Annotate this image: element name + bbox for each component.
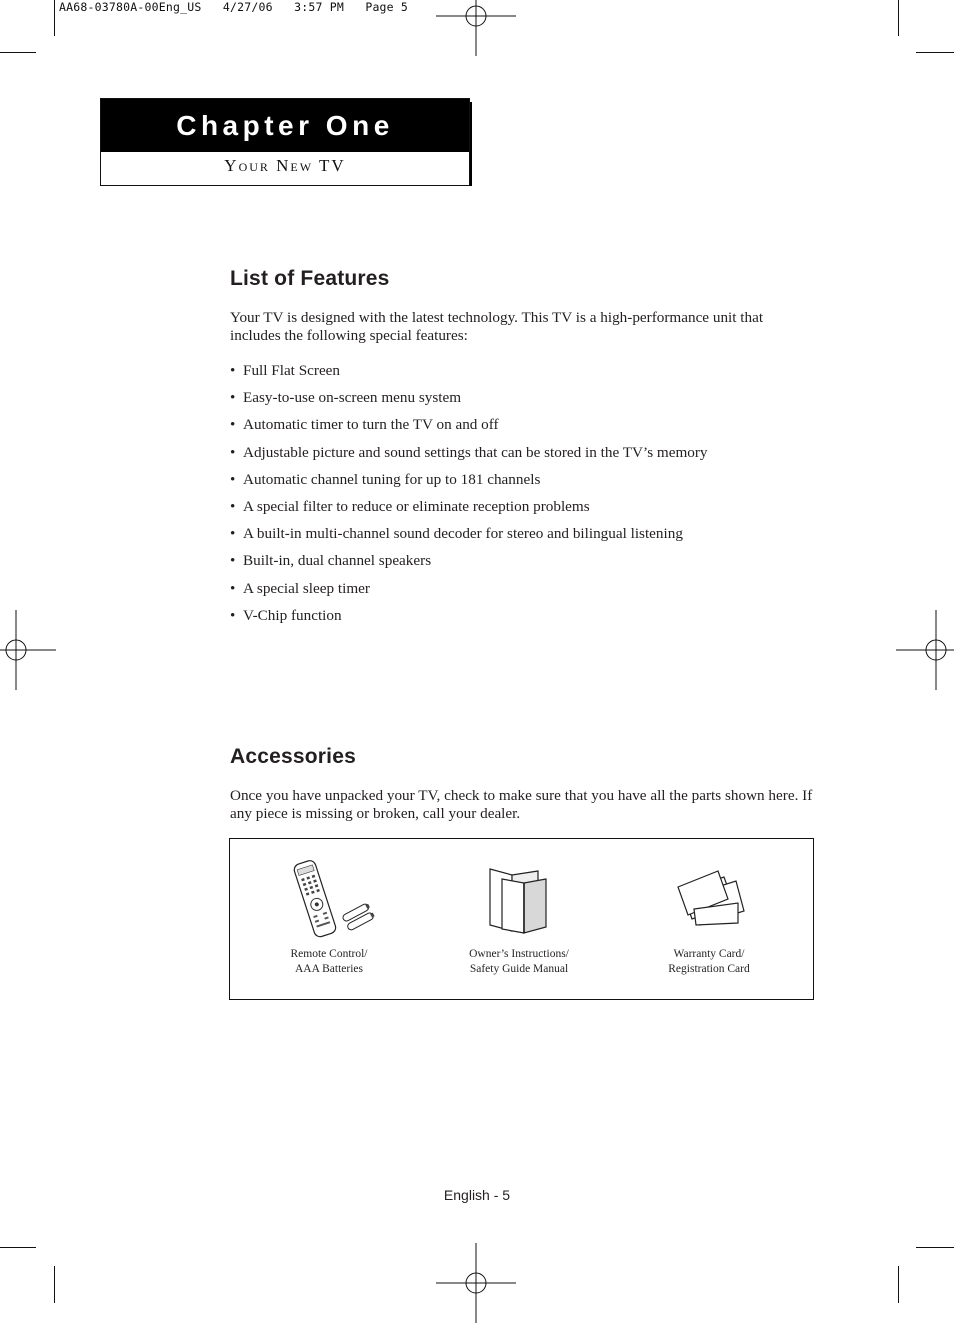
chapter-header	[100, 98, 470, 186]
list-item: • Automatic timer to turn the TV on and off	[230, 416, 499, 434]
crop-mark	[916, 52, 954, 53]
chapter-title: Chapter One	[176, 109, 394, 141]
accessory-caption: Warranty Card/ Registration Card	[668, 948, 750, 975]
remote-control-icon	[284, 857, 384, 941]
crop-mark	[0, 52, 36, 53]
registration-mark-icon	[436, 0, 516, 56]
list-item: • A built-in multi-channel sound decoder for stereo and bilingual listening	[230, 525, 683, 543]
manual-booklet-icon	[482, 865, 556, 935]
registration-mark-icon	[896, 610, 954, 690]
accessories-heading: Accessories	[230, 745, 356, 768]
accessory-manual	[424, 839, 614, 999]
print-job-header: AA68-03780A-00Eng_US 4/27/06 3:57 PM Page 5	[59, 0, 409, 14]
crop-mark	[54, 0, 55, 36]
chapter-subtitle: Your New TV	[224, 156, 346, 175]
registration-mark-icon	[436, 1243, 516, 1323]
features-intro: Your TV is designed with the latest technology. This TV is a high-performance unit that includes the following special features:	[230, 309, 764, 344]
list-item: • Built-in, dual channel speakers	[230, 552, 432, 570]
accessories-intro: Once you have unpacked your TV, check to make sure that you have all the parts shown here. If any piece is missing or broken, call your dealer.	[230, 787, 813, 822]
features-heading: List of Features	[230, 267, 390, 290]
accessory-warranty	[614, 839, 804, 999]
features-list	[230, 361, 708, 633]
accessories-box	[229, 838, 814, 1000]
accessory-caption: Remote Control/ AAA Batteries	[290, 948, 368, 975]
page-number: English - 5	[443, 1187, 511, 1203]
list-item: • A special sleep timer	[230, 579, 370, 597]
accessory-remote	[234, 839, 424, 999]
registration-mark-icon	[0, 610, 56, 690]
list-item: • Full Flat Screen	[230, 362, 341, 379]
accessory-caption: Owner’s Instructions/ Safety Guide Manual	[469, 948, 569, 975]
list-item: • A special filter to reduce or eliminate reception problems	[230, 497, 590, 515]
list-item: • Adjustable picture and sound settings that can be stored in the TV’s memory	[230, 443, 708, 461]
warranty-card-icon	[672, 865, 752, 929]
crop-mark	[916, 1247, 954, 1248]
crop-mark	[54, 1266, 55, 1303]
crop-mark	[0, 1247, 36, 1248]
crop-mark	[898, 1266, 899, 1303]
list-item: • Easy-to-use on-screen menu system	[230, 389, 462, 407]
crop-mark	[898, 0, 899, 36]
list-item: • V-Chip function	[230, 606, 342, 624]
list-item: • Automatic channel tuning for up to 181 channels	[230, 470, 541, 488]
chapter-title-bar	[101, 99, 469, 152]
